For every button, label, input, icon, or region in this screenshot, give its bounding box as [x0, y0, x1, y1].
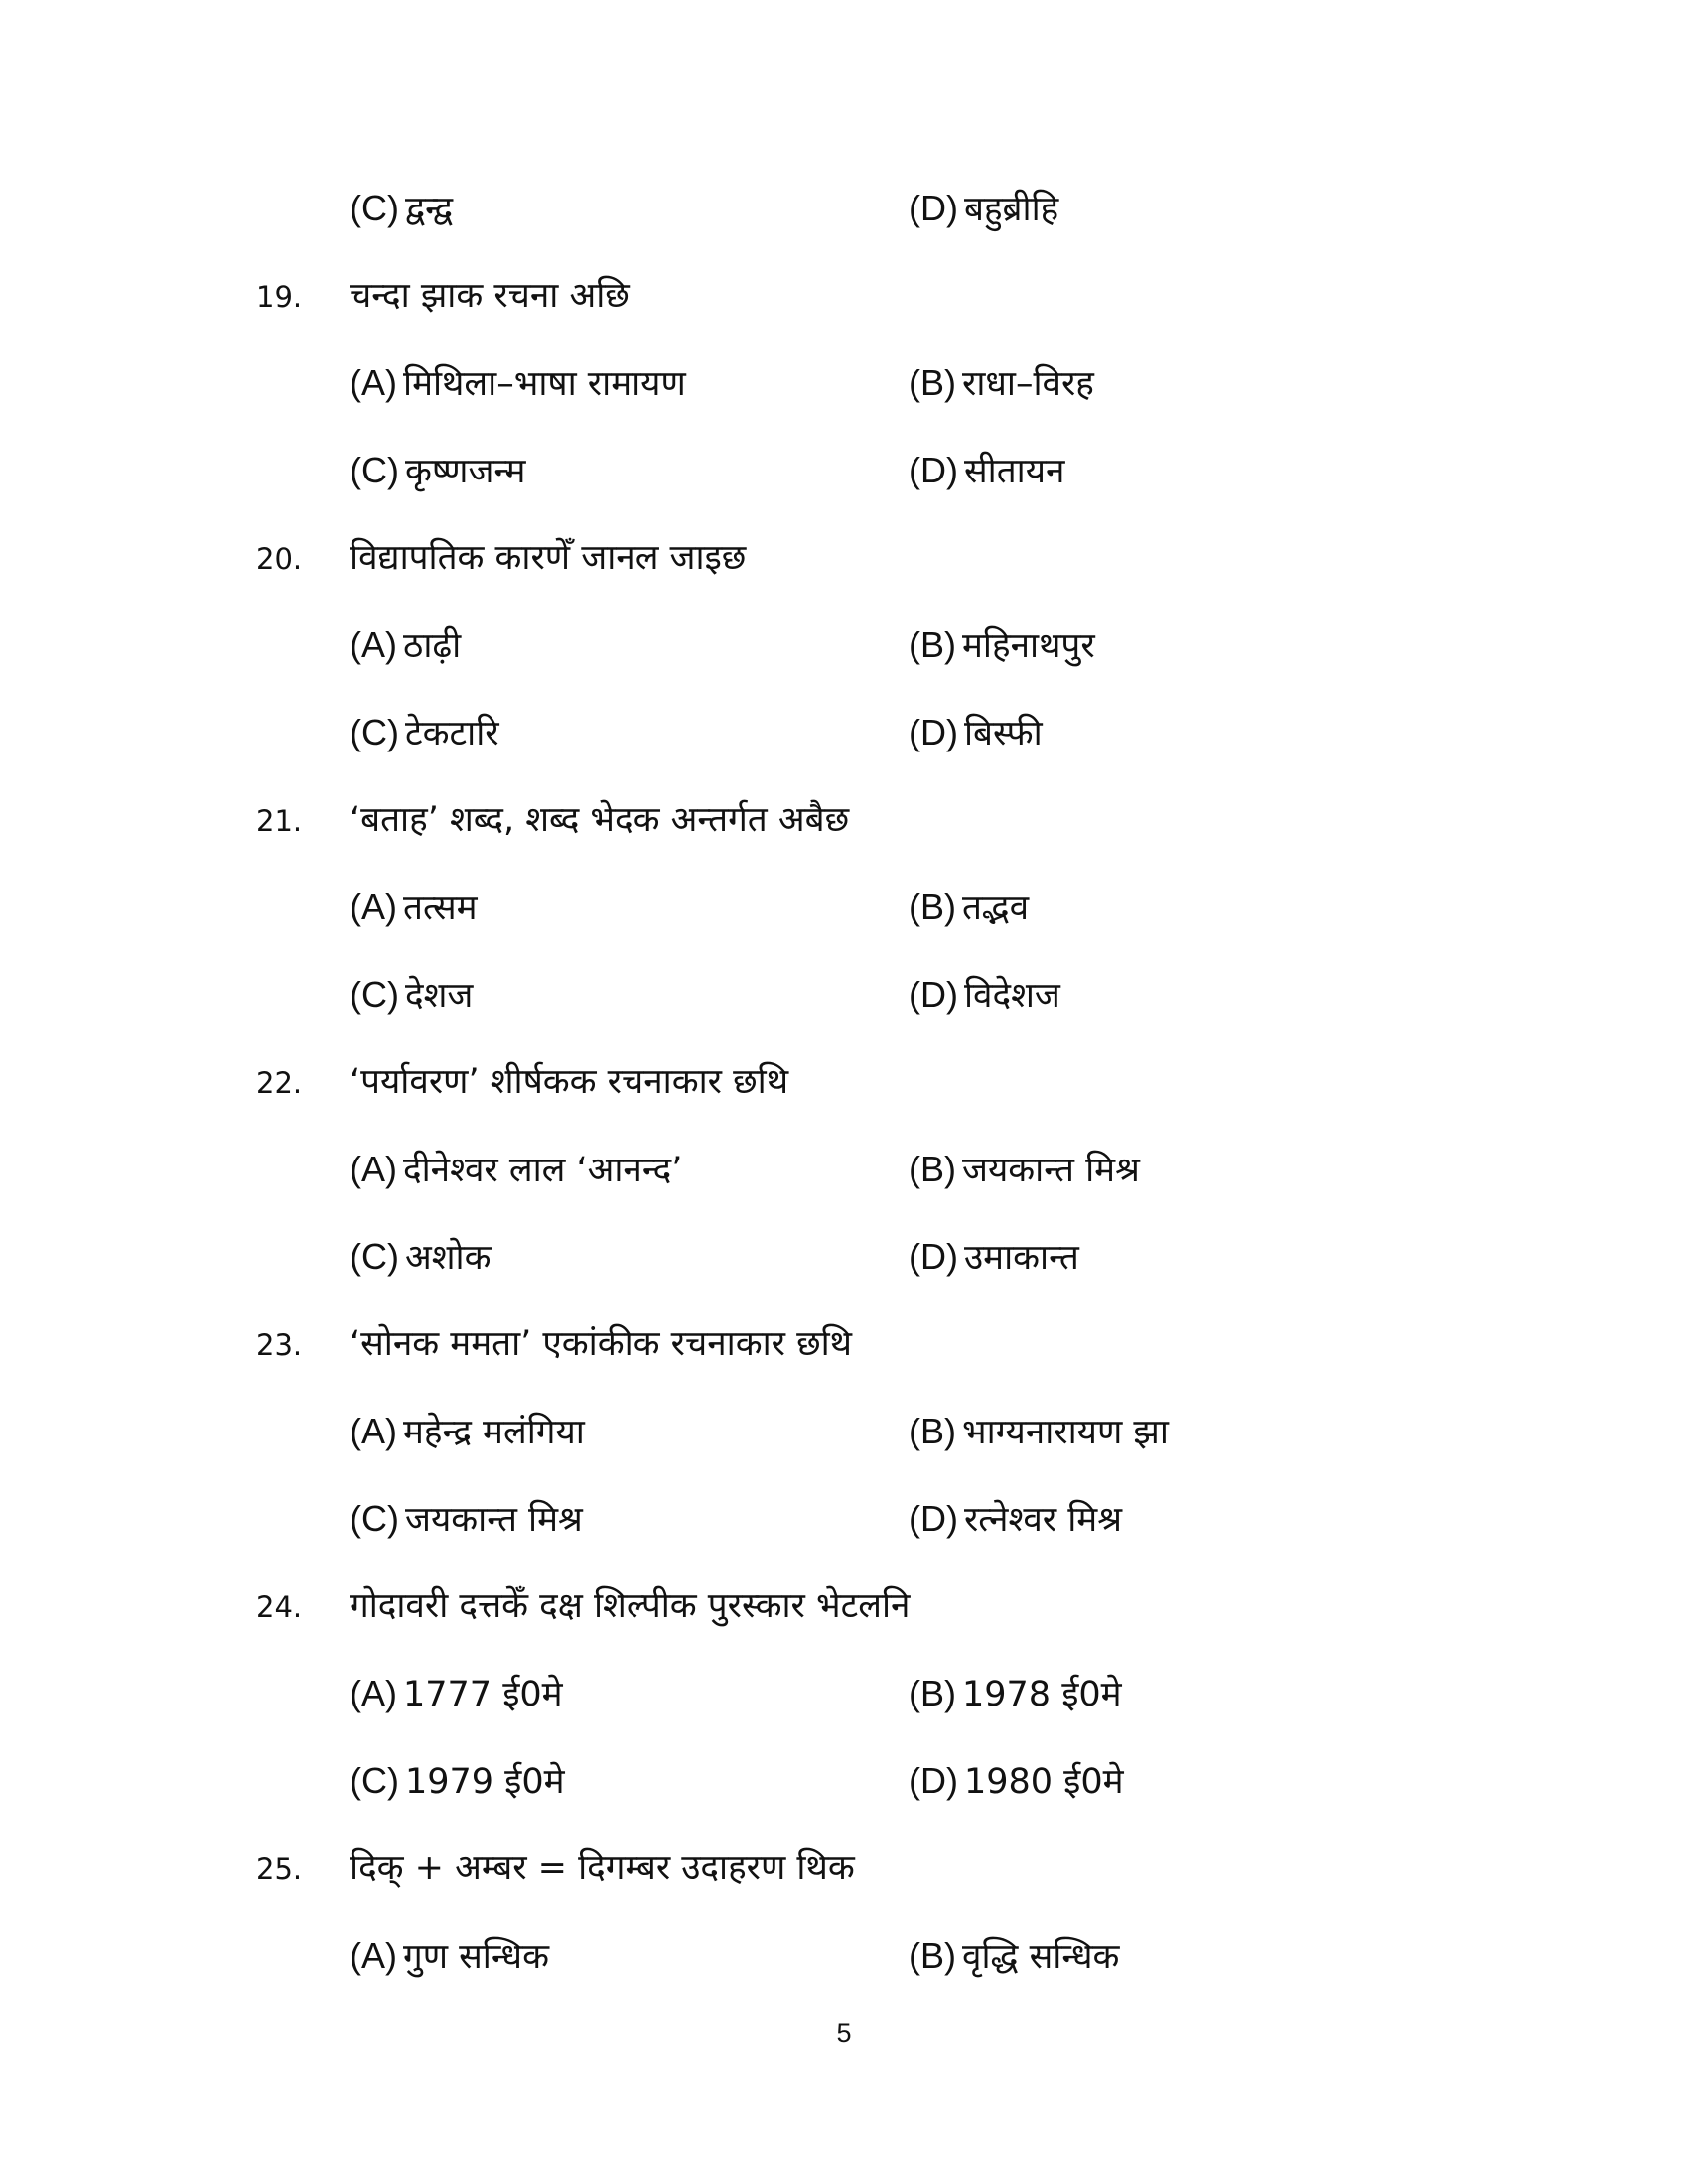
option-d — [909, 1227, 1079, 1287]
option-text: महिनाथपुर — [962, 626, 1095, 666]
option-label: (A) — [350, 1673, 397, 1713]
option-a — [350, 1402, 585, 1461]
option-text: द्वन्द्व — [404, 190, 454, 229]
option-text: तद्भव — [962, 888, 1030, 928]
option-c — [350, 441, 525, 500]
option-b — [909, 1402, 1169, 1461]
question-text: गोदावरी दत्तकेँ दक्ष शिल्पीक पुरस्कार भेटलनि — [350, 1586, 911, 1626]
option-label: (A) — [350, 624, 397, 665]
option-label: (D) — [909, 1760, 958, 1801]
option-text: सीतायन — [963, 452, 1065, 491]
option-text: कृष्णजन्म — [404, 452, 526, 491]
option-d — [909, 703, 1043, 762]
option-label: (D) — [909, 974, 958, 1015]
question-number: 20. — [256, 542, 303, 576]
page-number: 5 — [836, 2018, 852, 2048]
option-label: (C) — [350, 1760, 399, 1801]
option-b — [909, 1140, 1140, 1199]
option-label: (B) — [909, 362, 956, 403]
option-label: (A) — [350, 1411, 397, 1451]
option-text: महेन्द्र मलंगिया — [403, 1413, 585, 1452]
option-text: बिस्फी — [963, 714, 1043, 753]
option-a — [350, 1664, 563, 1723]
question-text: चन्दा झाक रचना अछि — [350, 276, 630, 316]
question-number: 25. — [256, 1852, 303, 1886]
option-text: 1979 ई0मे — [404, 1762, 565, 1802]
option-label: (B) — [909, 1935, 956, 1976]
option-text: मिथिला–भाषा रामायण — [403, 364, 686, 404]
option-text: जयकान्त मिश्र — [962, 1151, 1140, 1190]
option-b — [909, 878, 1029, 937]
question-text: ‘सोनक ममता’ एकांकीक रचनाकार छथि — [350, 1324, 853, 1364]
option-label: (B) — [909, 887, 956, 927]
option-text: बहुब्रीहि — [963, 190, 1059, 229]
option-label: (B) — [909, 1411, 956, 1451]
option-a — [350, 1140, 682, 1199]
option-label: (D) — [909, 450, 958, 490]
option-text: विदेशज — [963, 976, 1060, 1016]
option-label: (D) — [909, 188, 958, 228]
option-text: ठाढ़ी — [403, 626, 462, 666]
option-c — [350, 703, 499, 762]
option-c-continued — [350, 179, 453, 238]
option-label: (C) — [350, 974, 399, 1015]
option-b — [909, 353, 1094, 413]
option-text: उमाकान्त — [963, 1238, 1079, 1278]
question-text: ‘पर्यावरण’ शीर्षकक रचनाकार छथि — [350, 1062, 789, 1102]
option-label: (D) — [909, 1236, 958, 1277]
option-label: (B) — [909, 1673, 956, 1713]
option-text: रत्नेश्वर मिश्र — [963, 1500, 1123, 1540]
option-c — [350, 1489, 583, 1549]
option-d — [909, 441, 1064, 500]
option-label: (A) — [350, 362, 397, 403]
question-number: 22. — [256, 1066, 303, 1100]
option-label: (A) — [350, 1935, 397, 1976]
option-b — [909, 1664, 1122, 1723]
option-label: (C) — [350, 1498, 399, 1539]
option-label: (C) — [350, 1236, 399, 1277]
option-a — [350, 615, 461, 675]
option-text: भाग्यनारायण झा — [962, 1413, 1169, 1452]
option-a — [350, 353, 686, 413]
option-text: वृद्धि सन्धिक — [962, 1937, 1120, 1977]
option-label: (B) — [909, 1149, 956, 1189]
option-text: 1980 ई0मे — [963, 1762, 1124, 1802]
question-number: 21. — [256, 804, 303, 838]
option-text: दीनेश्वर लाल ‘आनन्द’ — [403, 1151, 683, 1190]
option-d — [909, 1489, 1122, 1549]
option-label: (C) — [350, 188, 399, 228]
option-label: (B) — [909, 624, 956, 665]
question-number: 24. — [256, 1590, 303, 1624]
option-label: (D) — [909, 712, 958, 752]
question-text: ‘बताह’ शब्द, शब्द भेदक अन्तर्गत अबैछ — [350, 800, 850, 840]
option-b — [909, 615, 1095, 675]
option-text: देशज — [404, 976, 474, 1016]
option-a — [350, 878, 478, 937]
option-text: 1777 ई0मे — [403, 1675, 563, 1714]
option-label: (D) — [909, 1498, 958, 1539]
option-text: तत्सम — [403, 888, 478, 928]
option-text: राधा–विरह — [962, 364, 1094, 404]
option-text: टेकटारि — [404, 714, 499, 753]
option-text: अशोक — [404, 1238, 492, 1278]
option-d — [909, 1751, 1124, 1811]
option-text: 1978 ई0मे — [962, 1675, 1122, 1714]
option-label: (C) — [350, 712, 399, 752]
option-a — [350, 1926, 549, 1985]
option-label: (A) — [350, 887, 397, 927]
option-c — [350, 965, 473, 1024]
question-number: 23. — [256, 1328, 303, 1362]
option-label: (C) — [350, 450, 399, 490]
option-c — [350, 1227, 491, 1287]
question-text: दिक् + अम्बर = दिगम्बर उदाहरण थिक — [350, 1848, 855, 1888]
question-text: विद्यापतिक कारणेँ जानल जाइछ — [350, 538, 747, 578]
question-number: 19. — [256, 280, 303, 314]
option-d-continued — [909, 179, 1058, 238]
option-d — [909, 965, 1060, 1024]
option-text: जयकान्त मिश्र — [404, 1500, 583, 1540]
option-c — [350, 1751, 565, 1811]
option-b — [909, 1926, 1119, 1985]
option-label: (A) — [350, 1149, 397, 1189]
option-text: गुण सन्धिक — [403, 1937, 549, 1977]
